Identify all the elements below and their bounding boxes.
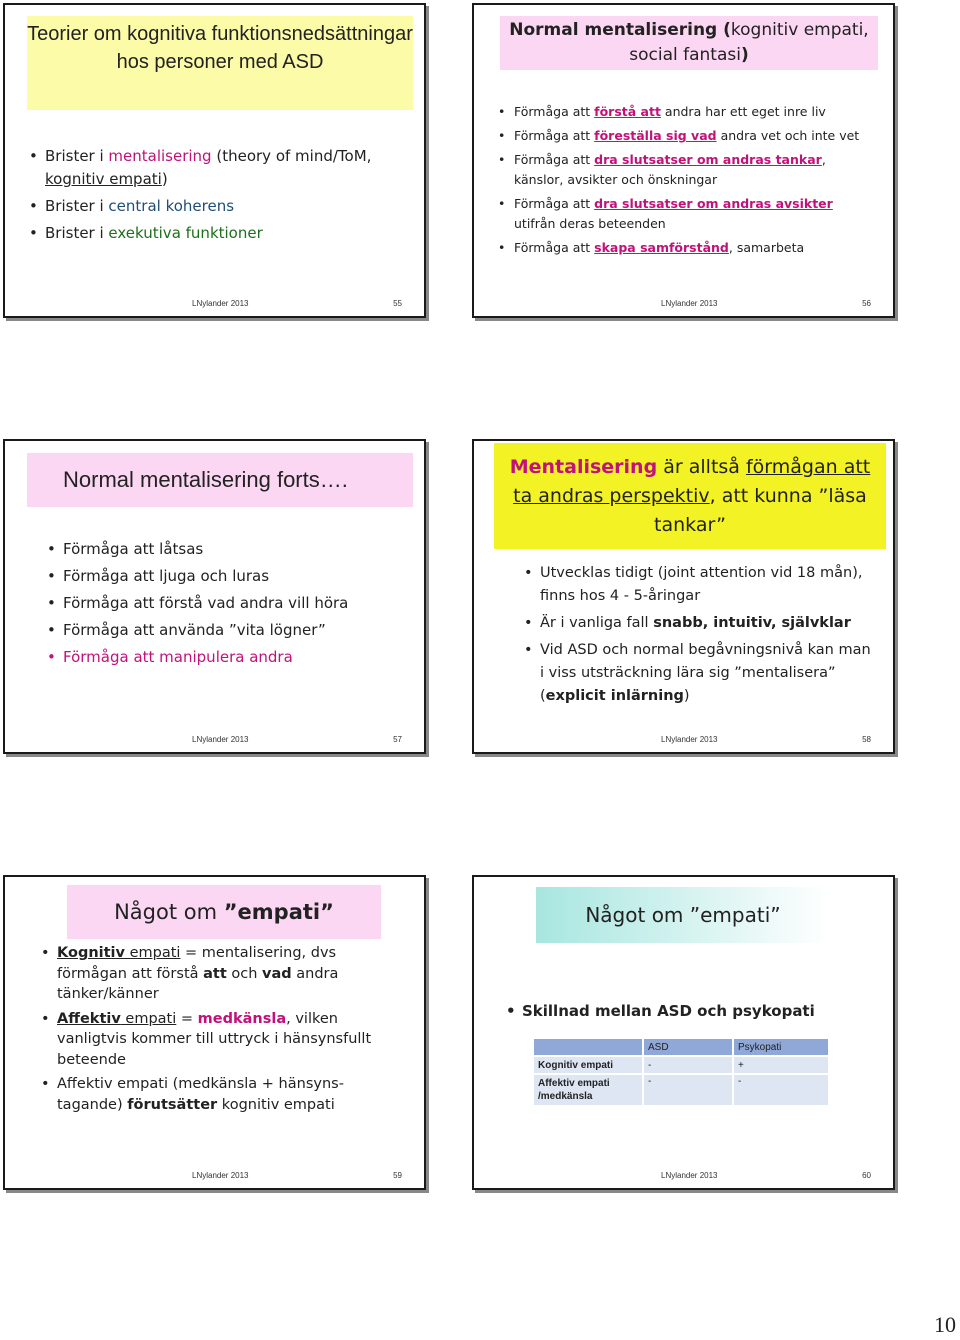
list-item: • Är i vanliga fall snabb, intuitiv, självklar bbox=[524, 612, 874, 635]
slide-footer: LNylander 2013 bbox=[192, 299, 249, 308]
slide-footer: LNylander 2013 bbox=[192, 1171, 249, 1180]
list-item: • Förmåga att förstå att andra har ett eget inre liv bbox=[498, 102, 873, 122]
header-psykopati: Psykopati bbox=[734, 1039, 828, 1055]
bullet-list bbox=[524, 562, 874, 708]
slide-title: Normal mentalisering (kognitiv empati, social fantasi) bbox=[500, 16, 878, 70]
term-central-koherens: central koherens bbox=[108, 197, 235, 215]
slide-number: 60 bbox=[862, 1171, 871, 1180]
list-item: • Förmåga att dra slutsatser om andras avsikter utifrån deras beteenden bbox=[498, 194, 873, 234]
bullet-list bbox=[47, 538, 417, 668]
list-item: • Brister i central koherens bbox=[29, 195, 409, 218]
list-item: • Skillnad mellan ASD och psykopati bbox=[506, 1000, 876, 1022]
list-item: • Förmåga att manipulera andra bbox=[47, 646, 417, 668]
table-row: Kognitiv empati - + bbox=[534, 1057, 828, 1073]
header-asd: ASD bbox=[644, 1039, 732, 1055]
slide-56 bbox=[472, 3, 895, 318]
list-item: • Förmåga att skapa samförstånd, samarbeta bbox=[498, 238, 873, 258]
slide-title: Teorier om kognitiva funktionsnedsättningar hos personer med ASD bbox=[27, 16, 413, 110]
bullet-list bbox=[29, 145, 409, 245]
slide-number: 58 bbox=[862, 735, 871, 744]
slide-title: Mentalisering är alltså förmågan att ta andras perspektiv, att kunna ”läsa tankar” bbox=[494, 443, 886, 549]
term-exekutiva-funktioner: exekutiva funktioner bbox=[108, 224, 263, 242]
list-item: • Förmåga att använda ”vita lögner” bbox=[47, 619, 417, 641]
slide-number: 56 bbox=[862, 299, 871, 308]
table-header-row bbox=[534, 1039, 828, 1055]
slide-57 bbox=[3, 439, 426, 754]
list-item: • Vid ASD och normal begåvningsnivå kan man i viss utsträckning lära sig ”mentalisera” (explicit inlärning) bbox=[524, 639, 874, 708]
slide-footer: LNylander 2013 bbox=[661, 735, 718, 744]
list-item: • Förmåga att föreställa sig vad andra vet och inte vet bbox=[498, 126, 873, 146]
list-item: • Förmåga att ljuga och luras bbox=[47, 565, 417, 587]
slide-number: 57 bbox=[393, 735, 402, 744]
bullet-list bbox=[498, 102, 873, 258]
slide-59 bbox=[3, 875, 426, 1190]
slide-60 bbox=[472, 875, 895, 1190]
slide-58 bbox=[472, 439, 895, 754]
list-item: • Affektiv empati (medkänsla + hänsyns-tagande) förutsätter kognitiv empati bbox=[41, 1074, 396, 1115]
list-item: • Förmåga att förstå vad andra vill höra bbox=[47, 592, 417, 614]
page-number: 10 bbox=[934, 1312, 956, 1337]
slide-footer: LNylander 2013 bbox=[661, 299, 718, 308]
slide-number: 55 bbox=[393, 299, 402, 308]
slide-footer: LNylander 2013 bbox=[192, 735, 249, 744]
list-item: • Förmåga att låtsas bbox=[47, 538, 417, 560]
slide-title: Något om ”empati” bbox=[536, 887, 830, 943]
list-item: • Kognitiv empati = mentalisering, dvs förmågan att förstå att och vad andra tänker/känner bbox=[41, 943, 396, 1005]
bullet-list bbox=[41, 943, 396, 1115]
slide-55 bbox=[3, 3, 426, 318]
slide-title: Normal mentalisering forts…. bbox=[27, 453, 413, 507]
table-row: Affektiv empati /medkänsla - - bbox=[534, 1075, 828, 1105]
slide-number: 59 bbox=[393, 1171, 402, 1180]
slide-title: Något om ”empati” bbox=[67, 885, 381, 939]
bullet-list bbox=[506, 1000, 876, 1022]
list-item: • Förmåga att dra slutsatser om andras tankar, känslor, avsikter och önskningar bbox=[498, 150, 873, 190]
list-item: • Utvecklas tidigt (joint attention vid 18 mån), finns hos 4 - 5-åringar bbox=[524, 562, 874, 608]
list-item: • Brister i mentalisering (theory of mind/ToM, kognitiv empati) bbox=[29, 145, 409, 191]
list-item: • Brister i exekutiva funktioner bbox=[29, 222, 409, 245]
comparison-table bbox=[532, 1037, 830, 1107]
slide-footer: LNylander 2013 bbox=[661, 1171, 718, 1180]
list-item: • Affektiv empati = medkänsla, vilken vanligtvis kommer till uttryck i hänsynsfullt beteende bbox=[41, 1009, 396, 1071]
term-mentalisering: mentalisering bbox=[108, 147, 212, 165]
